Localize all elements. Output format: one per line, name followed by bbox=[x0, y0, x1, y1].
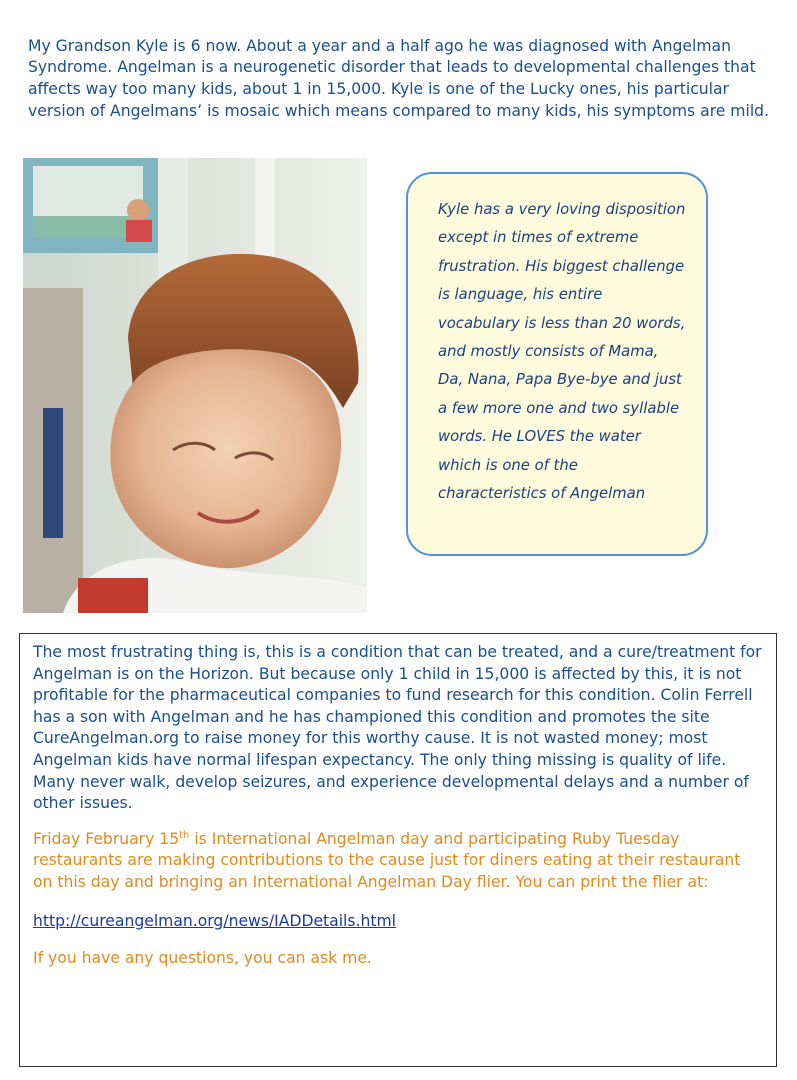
info-box bbox=[19, 633, 777, 1067]
photo-of-kyle bbox=[23, 158, 367, 613]
angelman-day-lead: Friday February 15 bbox=[33, 829, 180, 848]
frustration-paragraph: The most frustrating thing is, this is a condition that can be treated, and a cure/treatment for Angelman is on the Horizon. But because only 1 child in 15,000 is affected by this, it is not profitable for the pharmaceutical companies to fund research for this condition. Colin Ferrell has a son with Angelman and he has championed this condition and promotes the site CureAngelman.org to raise money for this worthy cause. It is not wasted money; most Angelman kids have normal lifespan expectancy. The only thing missing is quality of life. Many never walk, develop seizures, and experience developmental delays and a number of other issues. bbox=[33, 643, 762, 813]
angelman-day-paragraph bbox=[33, 829, 764, 894]
questions-paragraph: If you have any questions, you can ask me. bbox=[33, 948, 372, 967]
date-suffix: th bbox=[179, 829, 190, 841]
photo-image bbox=[23, 158, 367, 613]
intro-paragraph: My Grandson Kyle is 6 now. About a year and a half ago he was diagnosed with Angelman Syndrome. Angelman is a neurogenetic disorder that leads to developmental challenges that affects way too many kids, about 1 in 15,000. Kyle is one of the Lucky ones, his particular version of Angelmans’ is mosaic which means compared to many kids, his symptoms are mild. bbox=[28, 36, 770, 120]
flier-link-line bbox=[33, 912, 764, 930]
angelman-day-rest: is International Angelman day and participating Ruby Tuesday restaurants are making contributions to the cause just for diners eating at their restaurant on this day and bringing an International Angelman Day flier. You can print the flier at: bbox=[33, 829, 741, 891]
quote-callout-box bbox=[406, 172, 708, 556]
callout-text: Kyle has a very loving disposition except in times of extreme frustration. His biggest challenge is language, his entire vocabulary is less than 20 words, and mostly consists of Mama, Da, Nana, Papa Bye-bye and just a few more one and two syllable words. He LOVES the water which is one of the characteristics of Angelman bbox=[438, 201, 686, 503]
flier-link[interactable]: http://cureangelman.org/news/IADDetails.html bbox=[33, 911, 396, 930]
